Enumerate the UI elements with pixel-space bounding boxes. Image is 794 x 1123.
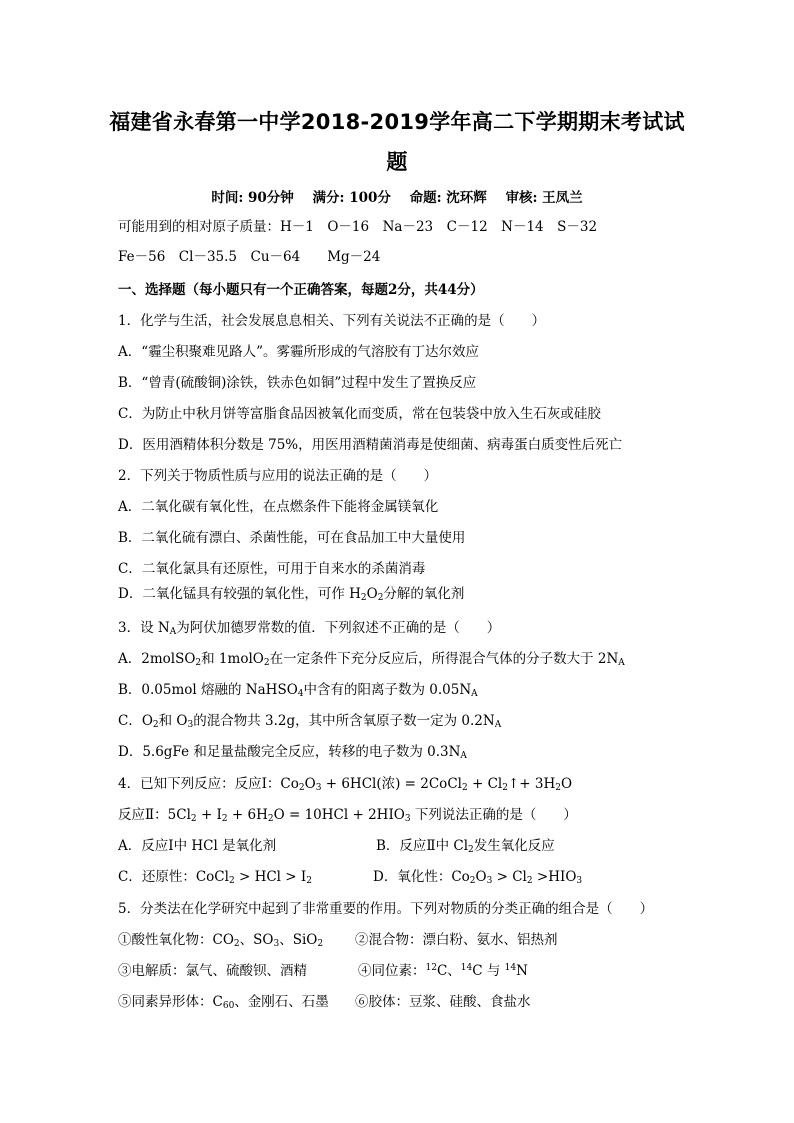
q3-option-c: C．$O_2$和 $O_3$的混合物共 3.2g，其中所含氧原子数一定为 $0.2N_A$ [118,713,502,730]
q2-option-c: C．二氧化氯具有还原性，可用于自来水的杀菌消毒 [118,561,426,577]
q4-options-cd [118,868,718,886]
exam-title-line1: 福建省永春第一中学2018-2019学年高二下学期期末考试试 [109,110,685,134]
q4-reaction-1: 4．已知下列反应：反应Ⅰ：$Co_2O_3 + 6HCl$(浓) = 2CoCl$_2$ + $Cl_2↑+ 3H_2O$ [118,776,573,793]
atomic-mass-line2: Fe－56 Cl－35.5 Cu－64 Mg－24 [118,249,381,265]
exam-reviewer: 审核: 王凤兰 [505,190,583,206]
q5-items-1-2 [118,931,718,949]
q1-option-d: D．医用酒精体积分数是 75%，用医用酒精菌消毒是使细菌、病毒蛋白质变性后死亡 [118,437,623,453]
exam-meta [0,186,794,206]
q3-option-d: D．5.6gFe 和足量盐酸完全反应，转移的电子数为 $0.3N_A$ [118,744,467,761]
q4-options-ab [118,837,718,855]
q5-items-3-4 [118,962,718,980]
q3-stem: 3．设 $N_A$为阿伏加德罗常数的值．下列叙述不正确的是（ ） [118,620,501,637]
q1-stem: 1．化学与生活，社会发展息息相关、下列有关说法不正确的是（ ） [118,313,546,329]
q4-option-d: D．氧化性：$Co_2O_3 > Cl_2 >HIO_3$ [373,869,583,886]
exam-time: 时间: 90分钟 [211,190,294,206]
q2-option-d: D．二氧化锰具有较强的氧化性，可作 $H_2O_2$分解的氧化剂 [118,586,465,603]
q5-item-5: ⑤同素异形体：$C_{60}$、金刚石、石墨 [118,994,329,1011]
q1-option-b: B．“曾青(硫酸铜)涂铁，铁赤色如铜”过程中发生了置换反应 [118,375,477,391]
q1-option-a: A．“霾尘积聚难见路人”。雾霾所形成的气溶胶有丁达尔效应 [118,344,480,360]
q5-item-3: ③电解质：氯气、硫酸钡、酒精 [118,963,307,979]
q3-option-a: A．2molSO$_2$和 1molO$_2$在一定条件下充分反应后，所得混合气体的分子数大于 $2N_A$ [118,651,625,668]
exam-author: 命题: 沈环辉 [409,190,487,206]
q5-items-5-6 [118,993,718,1011]
q5-item-4: ④同位素：$^{12}$C、$^{14}$C 与 $^{14}$N [358,963,528,979]
q5-stem: 5．分类法在化学研究中起到了非常重要的作用。下列对物质的分类正确的组合是（ ） [118,901,654,917]
exam-title-line2: 题 [386,150,408,174]
q2-option-a: A．二氧化碳有氧化性，在点燃条件下能将金属镁氧化 [118,499,439,515]
q4-option-c: C．还原性：CoCl$_2$ > HCl > $I_2$ [118,869,312,886]
q5-item-6: ⑥胶体：豆浆、硅酸、食盐水 [355,994,531,1010]
q4-reaction-2: 反应Ⅱ：$5Cl_2 + I_2 + 6H_2O = 10HCl + 2HIO_3$ 下列说法正确的是（ ） [118,807,577,824]
q1-option-c: C．为防止中秋月饼等富脂食品因被氧化而变质，常在包装袋中放入生石灰或硅胶 [118,406,601,422]
q4-option-a: A．反应Ⅰ中 HCl 是氧化剂 [118,838,277,854]
q5-item-1: ①酸性氧化物：$CO_2$、$SO_3$、SiO$_2$ [118,932,324,949]
exam-score: 满分: 100分 [312,190,391,206]
q2-option-b: B．二氧化硫有漂白、杀菌性能，可在食品加工中大量使用 [118,530,466,546]
q2-stem: 2．下列关于物质性质与应用的说法正确的是（ ） [118,468,438,484]
q5-item-2: ②混合物：漂白粉、氨水、铝热剂 [355,932,558,948]
q4-option-b: B．反应Ⅱ中 $Cl_2$发生氧化反应 [376,838,555,855]
section-heading: 一、选择题（每小题只有一个正确答案，每题2分，共44分） [118,282,484,298]
atomic-mass-line1: 可能用到的相对原子质量：H－1 O－16 Na－23 C－12 N－14 S－32 [118,219,598,235]
q3-option-b: B．0.05mol 熔融的 NaHSO$_4$中含有的阳离子数为 $0.05N_A$ [118,682,478,699]
